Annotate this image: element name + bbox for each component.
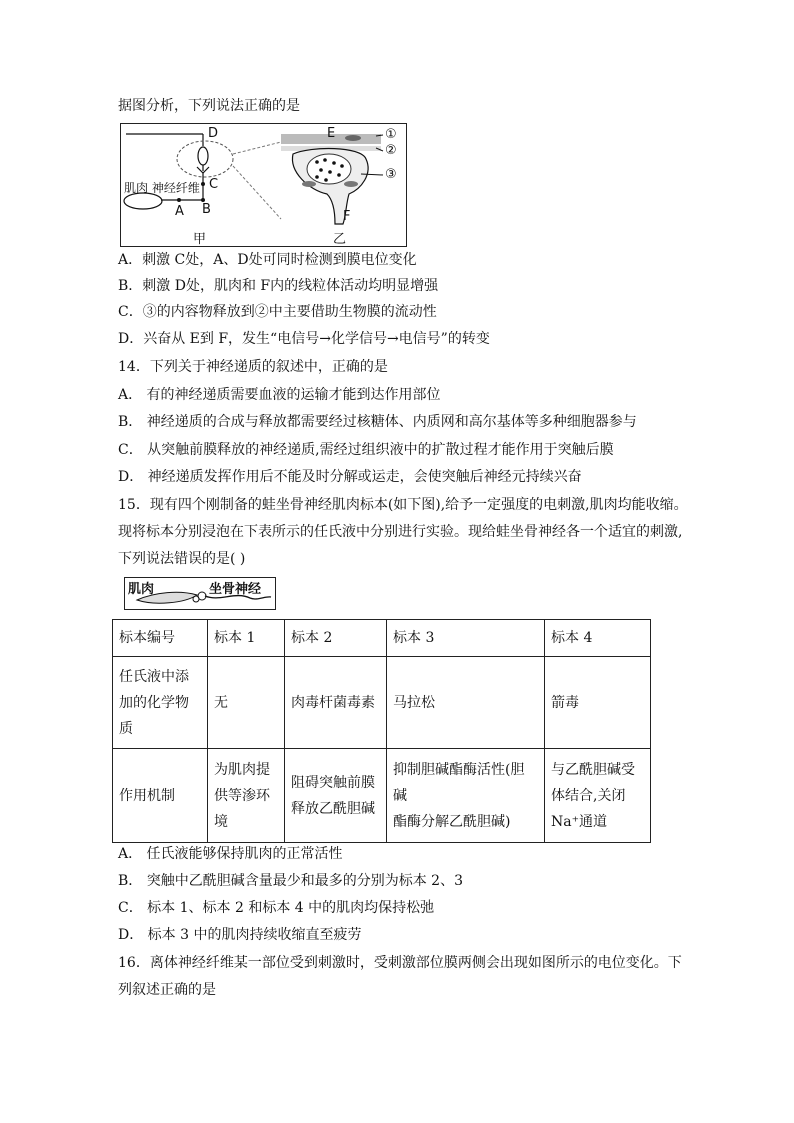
q13-figure — [120, 123, 407, 247]
q14-option-d: D． 神经递质发挥作用后不能及时分解或运走，会使突触后神经元持续兴奋 — [118, 469, 582, 485]
label-sciatic-nerve: 坐骨神经 — [209, 582, 262, 597]
q16-stem-line-1: 16．离体神经纤维某一部位受到刺激时，受刺激部位膜两侧会出现如图所示的电位变化。下 — [118, 955, 682, 971]
label-muscle-nerve: 肌肉 神经纤维 — [124, 181, 200, 195]
table-cell — [387, 749, 545, 843]
table-cell-line: 任氏液中添 — [119, 668, 189, 685]
label-yi: 乙 — [333, 232, 347, 247]
label-circle-3: ③ — [385, 167, 397, 182]
table-cell-line: 抑制胆碱酯酶活性(胆碱 — [393, 761, 525, 804]
table-cell: 作用机制 — [113, 749, 208, 843]
q14-option-c: C． 从突触前膜释放的神经递质,需经过组织液中的扩散过程才能作用于突触后膜 — [118, 442, 614, 458]
label-e: E — [327, 126, 336, 141]
q13-stem: 据图分析，下列说法正确的是 — [118, 98, 300, 114]
q14-option-a: A． 有的神经递质需要血液的运输才能到达作用部位 — [118, 387, 441, 403]
table-row — [113, 620, 651, 657]
table-cell — [285, 749, 387, 843]
q15-option-d: D． 标本 3 中的肌肉持续收缩直至疲劳 — [118, 927, 362, 943]
label-circle-2: ② — [385, 143, 397, 158]
q13-option-a: A．刺激 C处，A、D处可同时检测到膜电位变化 — [118, 252, 417, 268]
table-cell — [545, 749, 651, 843]
specimen-table — [112, 619, 651, 843]
q15-option-c: C． 标本 1、标本 2 和标本 4 中的肌肉均保持松弛 — [118, 900, 435, 916]
q13-option-d: D．兴奋从 E到 F，发生“电信号→化学信号→电信号”的转变 — [118, 331, 490, 347]
q15-option-a: A． 任氏液能够保持肌肉的正常活性 — [118, 846, 343, 862]
q15-figure — [124, 577, 276, 610]
q14-option-b: B． 神经递质的合成与释放都需要经过核糖体、内质网和高尔基体等多种细胞器参与 — [118, 414, 637, 430]
label-f: F — [343, 209, 351, 224]
table-row — [113, 657, 651, 749]
table-row — [113, 749, 651, 843]
q15-stem-line-3: 下列说法错误的是( ) — [118, 551, 246, 567]
label-d: D — [208, 126, 219, 141]
table-cell-line: 供等渗环 — [214, 787, 270, 804]
q15-stem-line-2: 现将标本分别浸泡在下表所示的任氏液中分别进行实验。现给蛙坐骨神经各一个适宜的刺激, — [118, 524, 683, 540]
table-cell-line: Na⁺通道 — [551, 813, 607, 830]
table-cell — [113, 657, 208, 749]
table-cell-line: 与乙酰胆碱受 — [551, 761, 635, 778]
table-cell-line: 加的化学物 — [119, 694, 189, 711]
table-cell — [208, 749, 285, 843]
label-c: C — [209, 177, 219, 192]
q16-stem-line-2: 列叙述正确的是 — [118, 982, 216, 998]
table-cell-line: 质 — [119, 720, 133, 737]
table-cell: 无 — [208, 657, 285, 749]
table-cell-line: 体结合,关闭 — [551, 787, 626, 804]
label-b: B — [202, 202, 211, 217]
table-header-cell: 标本 1 — [208, 620, 285, 657]
q13-option-c: C．③的内容物释放到②中主要借助生物膜的流动性 — [118, 304, 437, 320]
table-header-cell: 标本编号 — [113, 620, 208, 657]
label-circle-1: ① — [385, 127, 397, 142]
table-header-cell: 标本 4 — [545, 620, 651, 657]
label-jia: 甲 — [193, 232, 207, 247]
table-cell: 马拉松 — [387, 657, 545, 749]
q15-option-b: B． 突触中乙酰胆碱含量最少和最多的分别为标本 2、3 — [118, 873, 464, 889]
q15-stem-line-1: 15．现有四个刚制备的蛙坐骨神经肌肉标本(如下图),给予一定强度的电刺激,肌肉均能收缩。 — [118, 497, 688, 513]
label-muscle: 肌肉 — [128, 582, 155, 597]
label-a: A — [175, 204, 184, 219]
table-header-cell: 标本 3 — [387, 620, 545, 657]
table-header-cell: 标本 2 — [285, 620, 387, 657]
table-cell-line: 阻碍突触前膜 — [291, 774, 375, 791]
table-cell: 箭毒 — [545, 657, 651, 749]
q13-option-b: B．刺激 D处，肌肉和 F内的线粒体活动均明显增强 — [118, 278, 439, 294]
table-cell-line: 为肌肉提 — [214, 761, 270, 778]
table-cell: 肉毒杆菌毒素 — [285, 657, 387, 749]
table-cell-line: 境 — [214, 813, 228, 830]
table-cell-line: 释放乙酰胆碱 — [291, 800, 375, 817]
q14-stem: 14．下列关于神经递质的叙述中，正确的是 — [118, 359, 388, 375]
table-cell-line: 酯酶分解乙酰胆碱) — [393, 813, 511, 830]
